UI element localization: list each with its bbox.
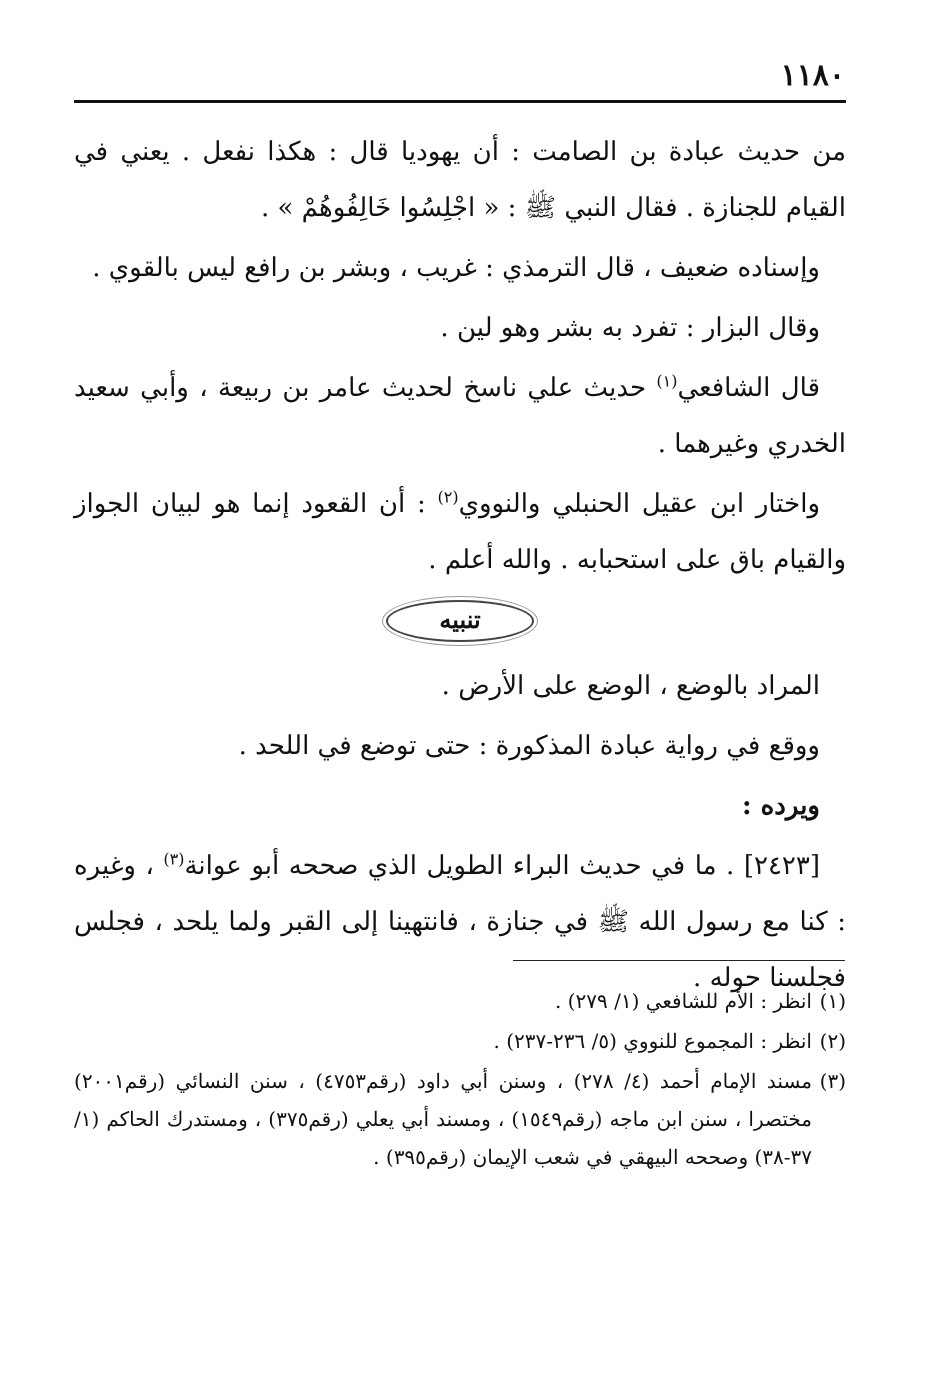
footnote-number: (٣): [819, 1069, 846, 1093]
header-rule: [74, 100, 846, 103]
paragraph-4-end: حديث علي ناسخ لحديث عامر بن ربيعة ، وأبي سعيد الخدري وغيرهما .: [74, 373, 846, 459]
footnote-number: (١): [819, 989, 846, 1013]
paragraph-6: المراد بالوضع ، الوضع على الأرض .: [441, 671, 820, 701]
footnote-ref-1: (١): [656, 371, 678, 391]
section-heading-badge: تنبيه: [386, 600, 534, 642]
footnote-3: [74, 1062, 846, 1176]
paragraph-4-start: قال الشافعي: [677, 373, 820, 403]
footnote-rule: [513, 960, 845, 961]
paragraph-4: [74, 360, 846, 472]
footnote-text: مسند الإمام أحمد (٤/ ٢٧٨) ، وسنن أبي داود (رقم٤٧٥٣) ، سنن النسائي (رقم٢٠٠١) مختصرا ، سنن ابن ماجه (رقم١٥٤٩) ، ومسند أبي يعلي (رقم٣٧٥) ، ومستدرك الحاكم (١/ ٣٧-٣٨) وصححه البيهقي في شعب الإيمان (رقم٣٩٥) .: [74, 1069, 812, 1169]
paragraph-7: ووقع في رواية عبادة المذكورة : حتى توضع في اللحد .: [238, 731, 820, 761]
footnote-1: [74, 982, 846, 1020]
paragraph-1: من حديث عبادة بن الصامت : أن يهوديا قال : هكذا نفعل . يعني في القيام للجنازة . فقال النبي ﷺ : « اجْلِسُوا خَالِفُوهُمْ » .: [74, 137, 846, 223]
footnote-number: (٢): [819, 1029, 846, 1053]
footnote-text: انظر : الأم للشافعي (١/ ٢٧٩) .: [554, 989, 812, 1013]
paragraph-5-end: : أن القعود إنما هو لبيان الجواز والقيام باق على استحبابه . والله أعلم .: [74, 489, 846, 575]
footnote-ref-3: (٣): [163, 849, 185, 869]
section-heading: [74, 592, 846, 654]
paragraph-9: [74, 838, 846, 1006]
paragraph-3: وقال البزار : تفرد به بشر وهو لين .: [440, 313, 820, 343]
paragraph-5-start: واختار ابن عقيل الحنبلي والنووي: [458, 489, 820, 519]
paragraph-8: ويرده :: [742, 791, 820, 821]
footnote-ref-2: (٢): [437, 487, 459, 507]
page-number: ١١٨٠: [780, 58, 845, 93]
footnotes: [74, 982, 846, 1178]
main-text: [74, 124, 846, 1010]
footnote-2: [74, 1022, 846, 1060]
paragraph-5: [74, 476, 846, 588]
paragraph-9-end: ، وغيره : كنا مع رسول الله ﷺ في جنازة ، فانتهينا إلى القبر ولما يلحد ، فجلس فجلسنا حوله .: [74, 851, 846, 993]
paragraph-2: وإسناده ضعيف ، قال الترمذي : غريب ، وبشر بن رافع ليس بالقوي .: [92, 253, 820, 283]
footnote-text: انظر : المجموع للنووي (٥/ ٢٣٦-٢٣٧) .: [493, 1029, 812, 1053]
paragraph-9-start: [٢٤٢٣] . ما في حديث البراء الطويل الذي صححه أبو عوانة: [184, 851, 820, 881]
